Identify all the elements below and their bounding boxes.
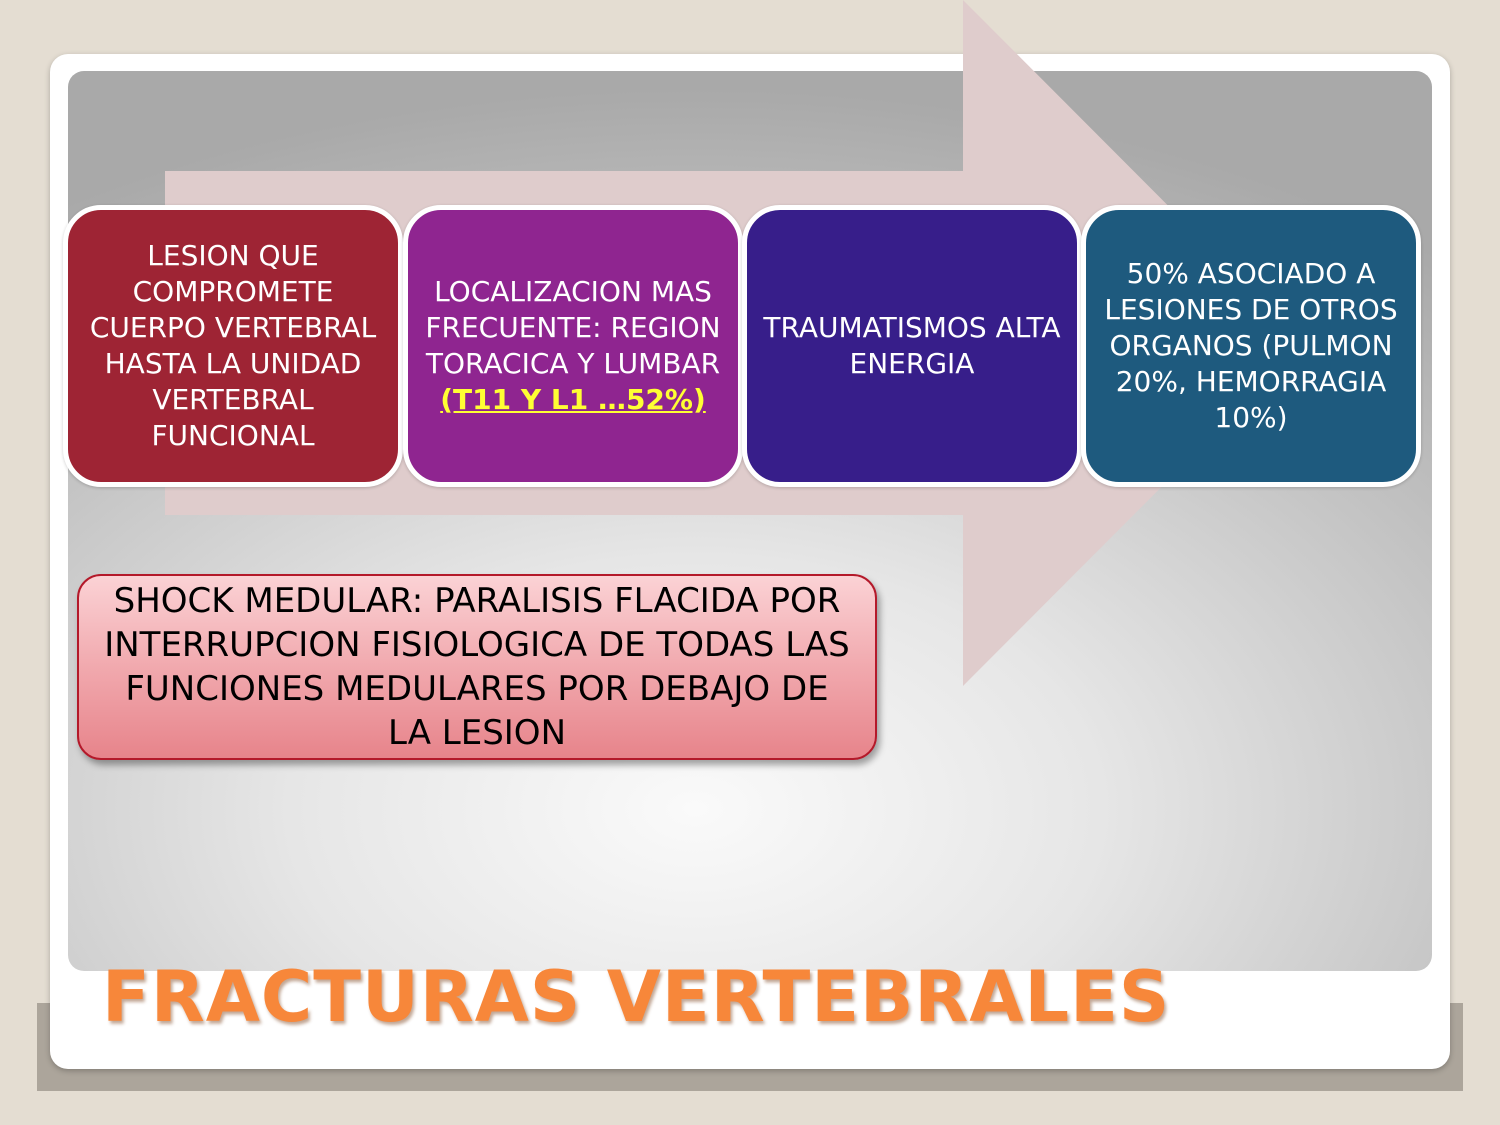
process-step-2 xyxy=(403,205,743,487)
process-step-3-text: TRAUMATISMOS ALTA ENERGIA xyxy=(763,311,1061,380)
process-step-2-text: LOCALIZACION MAS FRECUENTE: REGION TORACICA Y LUMBAR xyxy=(425,275,721,380)
process-step-1-text: LESION QUE COMPROMETE CUERPO VERTEBRAL HASTA LA UNIDAD VERTEBRAL FUNCIONAL xyxy=(89,239,377,452)
shock-medular-callout xyxy=(77,574,877,760)
slide-title: FRACTURAS VERTEBRALES xyxy=(102,956,1171,1038)
shock-medular-text: SHOCK MEDULAR: PARALISIS FLACIDA POR INTERRUPCION FISIOLOGICA DE TODAS LAS FUNCIONES MEDULARES POR DEBAJO DE LA LESION xyxy=(104,581,850,753)
process-step-4-text: 50% ASOCIADO A LESIONES DE OTROS ORGANOS (PULMON 20%, HEMORRAGIA 10%) xyxy=(1104,257,1398,434)
process-step-2-text-wrap xyxy=(416,274,730,418)
process-step-3 xyxy=(742,205,1082,487)
process-step-4 xyxy=(1081,205,1421,487)
process-step-2-highlight: (T11 Y L1 …52%) xyxy=(440,383,706,416)
process-step-1 xyxy=(63,205,403,487)
